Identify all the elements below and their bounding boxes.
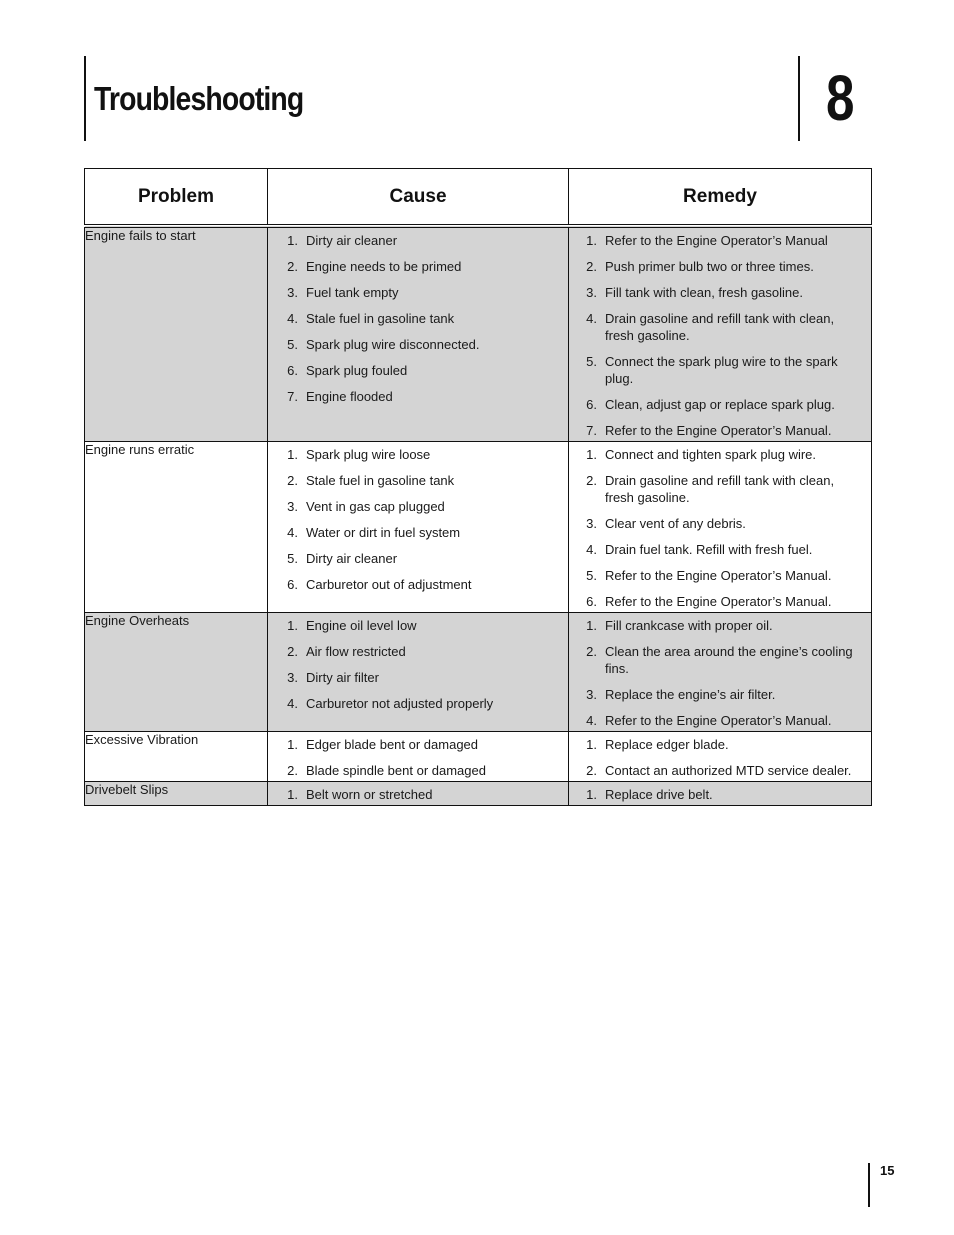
remedy-list-item [579, 567, 865, 584]
table-body [85, 226, 872, 806]
cause-text: Water or dirt in fuel system [306, 525, 461, 540]
column-header-remedy: Remedy [569, 169, 872, 227]
cause-cell [268, 782, 569, 806]
page-title: Troubleshooting [94, 80, 304, 117]
item-number: 2. [586, 259, 597, 274]
item-number: 6. [287, 577, 298, 592]
table-row [85, 226, 872, 442]
item-number: 1. [287, 447, 298, 462]
item-number: 1. [586, 787, 597, 802]
problem-cell: Engine Overheats [85, 613, 268, 732]
remedy-text: Replace edger blade. [605, 737, 729, 752]
remedy-text: Refer to the Engine Operator’s Manual. [605, 423, 832, 438]
item-number: 4. [586, 311, 597, 326]
remedy-text: Connect the spark plug wire to the spark plug. [605, 354, 838, 386]
remedy-list-item [579, 446, 865, 463]
table-header-row [85, 169, 872, 227]
cause-text: Stale fuel in gasoline tank [306, 473, 455, 488]
cause-list-item [280, 232, 562, 249]
item-number: 2. [586, 644, 597, 659]
cause-cell [268, 613, 569, 732]
item-number: 2. [586, 473, 597, 488]
remedy-list-item [579, 422, 865, 439]
item-number: 2. [287, 473, 298, 488]
cause-list-item [280, 284, 562, 301]
cause-text: Spark plug wire disconnected. [306, 337, 480, 352]
column-header-cause: Cause [268, 169, 569, 227]
cause-text: Carburetor not adjusted properly [306, 696, 494, 711]
cause-list [268, 782, 568, 805]
remedy-list-item [579, 284, 865, 301]
table-row [85, 442, 872, 613]
cause-list-item [280, 446, 562, 463]
remedy-list [569, 228, 871, 441]
problem-cell: Drivebelt Slips [85, 782, 268, 806]
cause-list-item [280, 762, 562, 779]
item-number: 7. [287, 389, 298, 404]
remedy-cell [569, 226, 872, 442]
cause-list-item [280, 786, 562, 803]
cause-text: Edger blade bent or damaged [306, 737, 479, 752]
remedy-list-item [579, 617, 865, 634]
remedy-list [569, 782, 871, 805]
item-number: 1. [287, 233, 298, 248]
remedy-list-item [579, 515, 865, 532]
cause-cell [268, 732, 569, 782]
remedy-list [569, 442, 871, 612]
item-number: 3. [586, 687, 597, 702]
item-number: 4. [287, 696, 298, 711]
remedy-text: Connect and tighten spark plug wire. [605, 447, 817, 462]
cause-text: Dirty air cleaner [306, 551, 398, 566]
item-number: 3. [287, 670, 298, 685]
remedy-list-item [579, 232, 865, 249]
item-number: 3. [287, 499, 298, 514]
item-number: 6. [586, 397, 597, 412]
cause-text: Dirty air cleaner [306, 233, 398, 248]
remedy-text: Refer to the Engine Operator’s Manual. [605, 568, 832, 583]
remedy-text: Drain gasoline and refill tank with clean, fresh gasoline. [605, 311, 835, 343]
remedy-text: Refer to the Engine Operator’s Manual. [605, 594, 832, 609]
problem-cell: Engine runs erratic [85, 442, 268, 613]
item-number: 1. [287, 618, 298, 633]
item-number: 7. [586, 423, 597, 438]
remedy-cell [569, 442, 872, 613]
item-number: 6. [287, 363, 298, 378]
cause-list [268, 442, 568, 595]
item-number: 4. [586, 713, 597, 728]
cause-list-item [280, 362, 562, 379]
remedy-text: Fill tank with clean, fresh gasoline. [605, 285, 803, 300]
header-left-rule [84, 56, 86, 141]
remedy-text: Clear vent of any debris. [605, 516, 746, 531]
cause-text: Engine flooded [306, 389, 393, 404]
remedy-list-item [579, 736, 865, 753]
item-number: 2. [287, 644, 298, 659]
remedy-list-item [579, 712, 865, 729]
remedy-text: Replace drive belt. [605, 787, 713, 802]
cause-list-item [280, 643, 562, 660]
cause-text: Engine oil level low [306, 618, 417, 633]
cause-list-item [280, 258, 562, 275]
remedy-text: Drain fuel tank. Refill with fresh fuel. [605, 542, 813, 557]
table-row [85, 613, 872, 732]
cause-text: Vent in gas cap plugged [306, 499, 445, 514]
cause-list [268, 613, 568, 714]
remedy-text: Refer to the Engine Operator’s Manual. [605, 713, 832, 728]
cause-text: Engine needs to be primed [306, 259, 462, 274]
item-number: 2. [586, 763, 597, 778]
remedy-text: Refer to the Engine Operator’s Manual [605, 233, 828, 248]
troubleshooting-table [84, 168, 872, 806]
cause-list-item [280, 550, 562, 567]
item-number: 1. [586, 618, 597, 633]
cause-cell [268, 442, 569, 613]
cause-list-item [280, 695, 562, 712]
cause-text: Spark plug fouled [306, 363, 408, 378]
cause-list-item [280, 310, 562, 327]
remedy-text: Drain gasoline and refill tank with clean, fresh gasoline. [605, 473, 835, 505]
problem-cell: Engine fails to start [85, 226, 268, 442]
remedy-list-item [579, 353, 865, 387]
table-row [85, 782, 872, 806]
cause-list-item [280, 669, 562, 686]
section-number: 8 [826, 62, 855, 134]
remedy-text: Fill crankcase with proper oil. [605, 618, 773, 633]
item-number: 1. [287, 787, 298, 802]
item-number: 2. [287, 763, 298, 778]
cause-text: Dirty air filter [306, 670, 379, 685]
remedy-list-item [579, 593, 865, 610]
cause-text: Belt worn or stretched [306, 787, 433, 802]
cause-list-item [280, 524, 562, 541]
item-number: 5. [586, 354, 597, 369]
item-number: 3. [586, 516, 597, 531]
cause-list-item [280, 336, 562, 353]
page-number: 15 [880, 1163, 895, 1178]
remedy-list-item [579, 643, 865, 677]
cause-list [268, 732, 568, 781]
item-number: 1. [586, 233, 597, 248]
remedy-list [569, 732, 871, 781]
remedy-list-item [579, 310, 865, 344]
remedy-cell [569, 782, 872, 806]
cause-cell [268, 226, 569, 442]
remedy-list-item [579, 396, 865, 413]
remedy-list-item [579, 686, 865, 703]
remedy-list-item [579, 472, 865, 506]
remedy-text: Clean the area around the engine’s cooling fins. [605, 644, 853, 676]
remedy-text: Contact an authorized MTD service dealer. [605, 763, 852, 778]
item-number: 5. [287, 337, 298, 352]
cause-list-item [280, 472, 562, 489]
problem-cell: Excessive Vibration [85, 732, 268, 782]
cause-list-item [280, 576, 562, 593]
item-number: 3. [586, 285, 597, 300]
header-right-rule [798, 56, 800, 141]
cause-text: Blade spindle bent or damaged [306, 763, 486, 778]
item-number: 5. [287, 551, 298, 566]
column-header-problem: Problem [85, 169, 268, 227]
item-number: 3. [287, 285, 298, 300]
remedy-cell [569, 613, 872, 732]
cause-text: Fuel tank empty [306, 285, 399, 300]
remedy-text: Clean, adjust gap or replace spark plug. [605, 397, 835, 412]
item-number: 6. [586, 594, 597, 609]
remedy-list-item [579, 786, 865, 803]
item-number: 4. [586, 542, 597, 557]
item-number: 2. [287, 259, 298, 274]
table-row [85, 732, 872, 782]
cause-list [268, 228, 568, 407]
remedy-text: Push primer bulb two or three times. [605, 259, 814, 274]
remedy-text: Replace the engine’s air filter. [605, 687, 776, 702]
remedy-list-item [579, 541, 865, 558]
remedy-list [569, 613, 871, 731]
item-number: 1. [287, 737, 298, 752]
item-number: 5. [586, 568, 597, 583]
item-number: 1. [586, 737, 597, 752]
item-number: 4. [287, 311, 298, 326]
remedy-list-item [579, 258, 865, 275]
cause-list-item [280, 498, 562, 515]
item-number: 4. [287, 525, 298, 540]
remedy-cell [569, 732, 872, 782]
cause-text: Air flow restricted [306, 644, 406, 659]
item-number: 1. [586, 447, 597, 462]
cause-list-item [280, 736, 562, 753]
footer-rule [868, 1163, 870, 1207]
remedy-list-item [579, 762, 865, 779]
cause-text: Spark plug wire loose [306, 447, 431, 462]
cause-list-item [280, 617, 562, 634]
cause-text: Stale fuel in gasoline tank [306, 311, 455, 326]
cause-list-item [280, 388, 562, 405]
cause-text: Carburetor out of adjustment [306, 577, 472, 592]
